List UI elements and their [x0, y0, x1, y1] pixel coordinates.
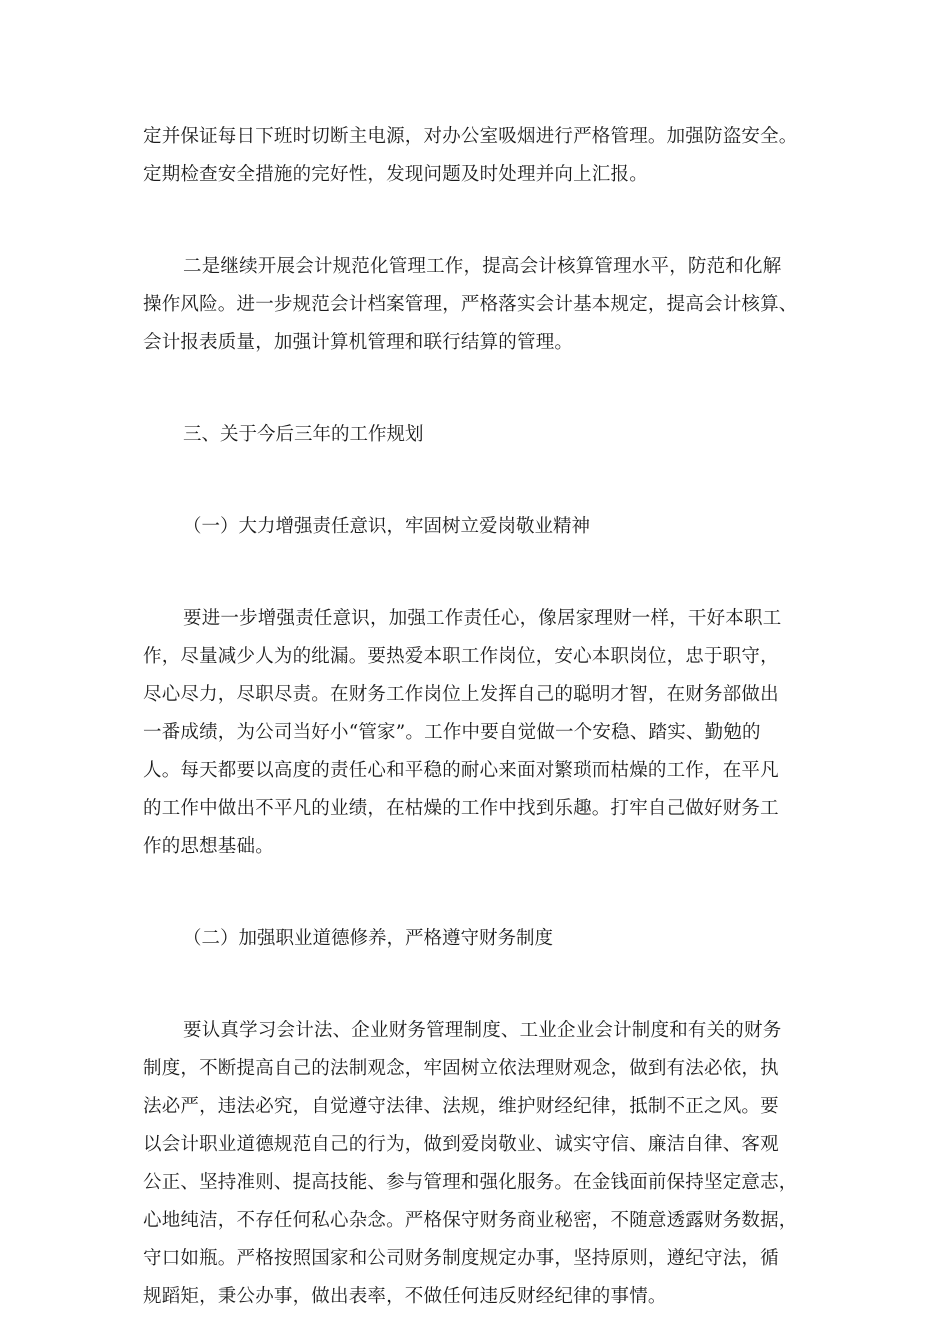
- paragraph-ethics: [143, 1012, 823, 1316]
- paragraph-accounting: [143, 248, 823, 362]
- text-line: 人。每天都要以高度的责任心和平稳的耐心来面对繁琐而枯燥的工作，在平凡: [143, 760, 779, 781]
- text-line: 尽心尽力，尽职尽责。在财务工作岗位上发挥自己的聪明才智，在财务部做出: [143, 684, 779, 705]
- text-line: 要认真学习会计法、企业财务管理制度、工业企业会计制度和有关的财务: [183, 1020, 782, 1041]
- document-page: [143, 118, 823, 1316]
- text-line: 要进一步增强责任意识，加强工作责任心，像居家理财一样，干好本职工: [183, 608, 782, 629]
- text-line: 一番成绩，为公司当好小“管家”。工作中要自觉做一个安稳、踏实、勤勉的: [143, 722, 761, 743]
- subsection-heading-1: （一）大力增强责任意识，牢固树立爱岗敬业精神: [183, 516, 591, 537]
- section-heading-3: 三、关于今后三年的工作规划: [183, 424, 424, 445]
- subsection-heading-2: （二）加强职业道德修养，严格遵守财务制度: [183, 928, 554, 949]
- text-line: 作，尽量减少人为的纰漏。要热爱本职工作岗位，安心本职岗位，忠于职守，: [143, 646, 779, 667]
- text-line: 定期检查安全措施的完好性，发现问题及时处理并向上汇报。: [143, 164, 648, 185]
- text-line: 守口如瓶。严格按照国家和公司财务制度规定办事，坚持原则，遵纪守法，循: [143, 1248, 779, 1269]
- text-line: 心地纯洁，不存任何私心杂念。严格保守财务商业秘密，不随意透露财务数据，: [143, 1210, 798, 1231]
- text-line: 操作风险。进一步规范会计档案管理，严格落实会计基本规定，提高会计核算、: [143, 294, 798, 315]
- text-line: 制度，不断提高自己的法制观念，牢固树立依法理财观念，做到有法必依，执: [143, 1058, 779, 1079]
- text-line: 二是继续开展会计规范化管理工作，提高会计核算管理水平，防范和化解: [183, 256, 782, 277]
- paragraph-security: [143, 118, 823, 194]
- text-line: 定并保证每日下班时切断主电源，对办公室吸烟进行严格管理。加强防盗安全。: [143, 126, 798, 147]
- text-line: 以会计职业道德规范自己的行为，做到爱岗敬业、诚实守信、廉洁自律、客观: [143, 1134, 779, 1155]
- paragraph-responsibility: [143, 600, 823, 866]
- text-line: 法必严，违法必究，自觉遵守法律、法规，维护财经纪律，抵制不正之风。要: [143, 1096, 779, 1117]
- text-line: 的工作中做出不平凡的业绩，在枯燥的工作中找到乐趣。打牢自己做好财务工: [143, 798, 779, 819]
- text-line: 作的思想基础。: [143, 836, 274, 857]
- text-line: 规蹈矩，秉公办事，做出表率，不做任何违反财经纪律的事情。: [143, 1286, 667, 1307]
- text-line: 会计报表质量，加强计算机管理和联行结算的管理。: [143, 332, 574, 353]
- text-line: 公正、坚持准则、提高技能、参与管理和强化服务。在金钱面前保持坚定意志，: [143, 1172, 798, 1193]
